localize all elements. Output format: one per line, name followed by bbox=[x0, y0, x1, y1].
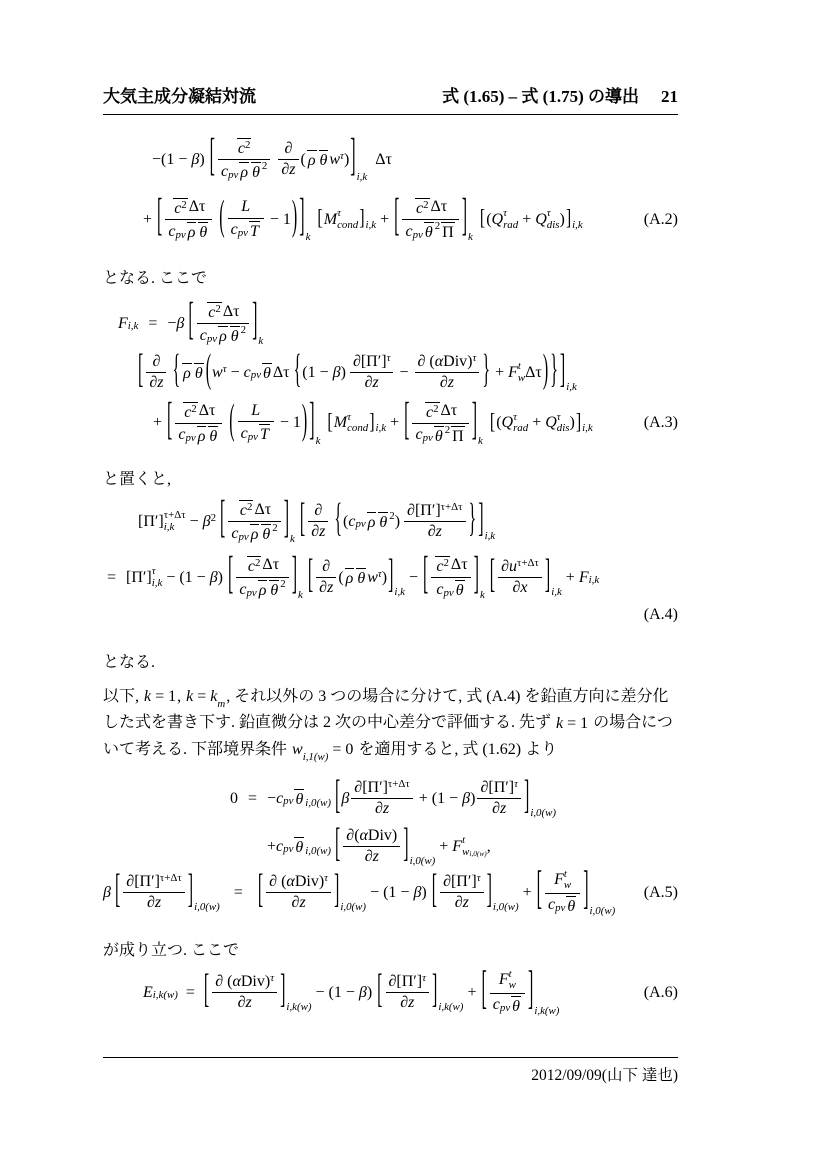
math-expression: E i,k(w) = [ ∂ ( α Div) τ ∂ z ] i,k(w) − (1 − β ) [ ∂[Π′] τ ∂ z ] i,k(w) + [ F t w c pv θ ] i,k(w) bbox=[143, 965, 560, 1017]
equation-boundary-condition bbox=[103, 775, 678, 868]
footer-date-author: 2012/09/09(山下 達也) bbox=[531, 1067, 678, 1084]
math-expression: + c pv θ i,0(w) [ ∂( α Div) ∂ z ] i,0(w) + F t w i,0(w) , bbox=[267, 823, 491, 868]
equation-number: (A.2) bbox=[643, 210, 678, 228]
paragraph: 以下, k = 1 , k = k m , それ以外の 3 つの場合に分けて, 式 (A.4) を鉛直方向に差分化した式を書き下す. 鉛直微分は 2 次の中心差分で評価する. 先ず k = 1 の場合について考える. 下部境界条件 w i,1(w) = 0 を適用すると, 式 (1.62) より bbox=[103, 688, 673, 763]
page-header bbox=[103, 82, 678, 115]
equation-a4 bbox=[103, 495, 678, 624]
header-section-title: 式 (1.65) – 式 (1.75) の導出 bbox=[442, 87, 639, 106]
equation-line bbox=[103, 865, 678, 917]
equation-a5 bbox=[103, 865, 678, 917]
math-expression: 0 = − c pv θ i,0(w) [ β ∂[Π′] τ+Δτ ∂ z + (1 − β ) ∂[Π′] τ ∂ z ] i,0(w) bbox=[230, 775, 556, 820]
math-expression: + [ c 2 Δτ c pv ρ θ ( L c pv T − 1 ) ] k [ M τ cond ] i,k + [ c 2 Δτ c pv θ 2 Π ] k [ ( Q τ rad + Q τ dis ) ] i,k bbox=[153, 396, 593, 447]
math-expression: F i,k = − β [ c 2 Δτ c pv ρ θ 2 ] k bbox=[118, 297, 264, 348]
equation-line bbox=[103, 133, 678, 184]
equation-line bbox=[103, 775, 678, 820]
equation-line bbox=[103, 297, 678, 348]
equation-line bbox=[103, 823, 678, 868]
header-left-title: 大気主成分凝結対流 bbox=[103, 87, 256, 106]
math-expression: [ ∂ ∂ z { ρ θ ( w τ − c pv θ Δτ { (1 − β ) ∂[Π′] τ ∂ z − ∂ ( α Div) τ ∂ z } + F t w Δτ ) } ] i,k bbox=[138, 349, 577, 394]
math-expression: β [ ∂[Π′] τ+Δτ ∂ z ] i,0(w) = [ ∂ ( α Div) τ ∂ z ] i,0(w) − (1 − β ) [ ∂[Π′] τ ∂ z ] i,0(w) + [ F t w c pv θ ] i,0(w) bbox=[103, 865, 616, 917]
math-expression: + [ c 2 Δτ c pv ρ θ ( L c pv T − 1 ) ] k [ M τ cond ] i,k + [ c 2 Δτ c pv θ 2 Π ] k [ ( Q τ rad + Q τ dis ) ] i,k bbox=[143, 192, 583, 244]
equation-line bbox=[103, 965, 678, 1017]
equation-line bbox=[103, 192, 678, 244]
equation-line bbox=[103, 396, 678, 448]
equation-number: (A.3) bbox=[643, 414, 678, 432]
text-after-a4: となる. bbox=[103, 654, 156, 671]
equation-line bbox=[103, 550, 678, 602]
equation-line bbox=[103, 495, 678, 546]
header-right-group bbox=[442, 82, 678, 107]
equation-number: (A.6) bbox=[643, 983, 678, 1001]
math-expression: −(1 − β ) [ c 2 c pv ρ θ 2 ∂ ∂ z ( ρ θ w τ ) ] i,k Δτ bbox=[152, 133, 392, 184]
header-page-number: 21 bbox=[661, 87, 678, 106]
equation-number: (A.5) bbox=[643, 883, 678, 901]
footer-rule bbox=[103, 1057, 678, 1058]
text-after-a2: となる. ここで bbox=[103, 270, 208, 287]
equation-line bbox=[103, 349, 678, 394]
text-after-a5: が成り立つ. ここで bbox=[103, 942, 240, 959]
equation-a2 bbox=[103, 133, 678, 244]
math-expression: [Π′] τ+Δτ i,k − β 2 [ c 2 Δτ c pv ρ θ 2 ] k [ ∂ ∂ z { ( c pv ρ θ 2 ) ∂[Π′] τ+Δτ ∂ z } ] i,k bbox=[138, 495, 496, 546]
equation-line bbox=[103, 606, 678, 624]
math-expression: = [Π′] τ i,k − (1 − β ) [ c 2 Δτ c pv ρ θ 2 ] k [ ∂ ∂ z ( ρ θ w τ ) ] i,k − [ c 2 Δτ c pv θ ] k [ ∂ u τ+Δτ ∂ x ] i,k + F i,k bbox=[107, 550, 600, 602]
equation-a6 bbox=[103, 965, 678, 1017]
text-after-a3: と置くと, bbox=[103, 471, 172, 488]
equation-a3 bbox=[103, 297, 678, 447]
equation-number: (A.4) bbox=[643, 605, 678, 623]
